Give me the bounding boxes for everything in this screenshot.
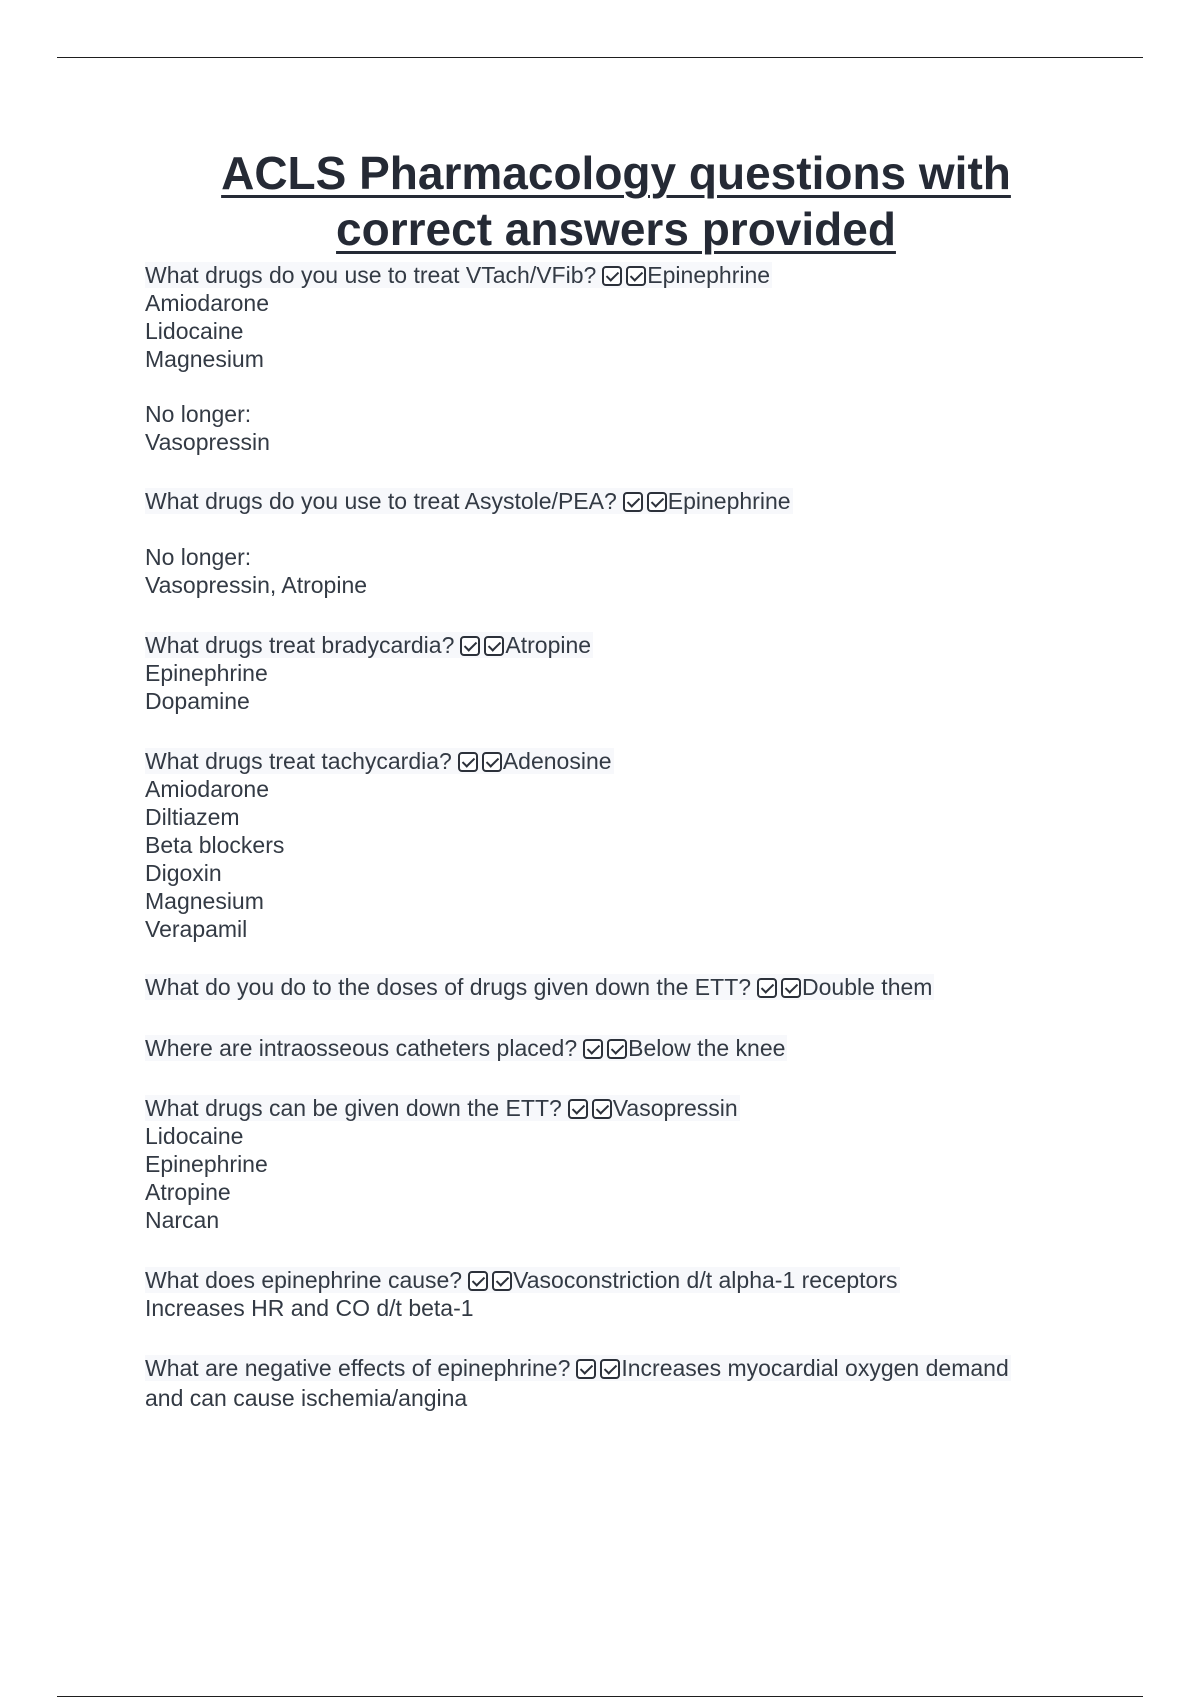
qa-block-tachycardia bbox=[145, 747, 1075, 943]
answer-line: Amiodarone bbox=[145, 776, 270, 802]
answer-text: Below the knee bbox=[628, 1035, 786, 1061]
qa-question-line bbox=[145, 1094, 1075, 1122]
checkbox-icon bbox=[647, 492, 667, 512]
answer-line: Increases HR and CO d/t beta-1 bbox=[145, 1295, 474, 1321]
checkbox-icon bbox=[623, 492, 643, 512]
checkbox-icon bbox=[607, 1039, 627, 1059]
answer-line: Beta blockers bbox=[145, 832, 285, 858]
note-label: No longer: bbox=[145, 544, 252, 570]
qa-block-epinephrine-negative-effects bbox=[145, 1353, 1075, 1413]
title-line-1: ACLS Pharmacology questions with bbox=[221, 147, 1011, 199]
qa-block-bradycardia bbox=[145, 631, 1075, 715]
answer-text: Epinephrine bbox=[667, 488, 791, 514]
answer-line: Magnesium bbox=[145, 346, 264, 372]
qa-block-ett-doses bbox=[145, 973, 1075, 1001]
checkbox-icon bbox=[600, 1359, 620, 1379]
qa-block-intraosseous bbox=[145, 1034, 1075, 1062]
checkbox-icon bbox=[626, 266, 646, 286]
qa-block-asystole-pea bbox=[145, 487, 1075, 515]
checkbox-icon bbox=[568, 1099, 588, 1119]
answer-line: and can cause ischemia/angina bbox=[145, 1385, 468, 1411]
answer-line: Amiodarone bbox=[145, 290, 270, 316]
answer-line: Digoxin bbox=[145, 860, 222, 886]
qa-question-line bbox=[145, 1034, 1075, 1062]
checkbox-icon bbox=[602, 266, 622, 286]
checkbox-icon bbox=[484, 636, 504, 656]
answer-line: Atropine bbox=[145, 1179, 231, 1205]
qa-question-line bbox=[145, 631, 1075, 659]
question-text: What do you do to the doses of drugs given down the ETT? bbox=[145, 974, 752, 1000]
question-text: What drugs do you use to treat VTach/VFib? bbox=[145, 262, 597, 288]
checkbox-icon bbox=[757, 978, 777, 998]
qa-block-vtach-vfib bbox=[145, 261, 1075, 373]
checkbox-icon bbox=[468, 1271, 488, 1291]
answer-line: Magnesium bbox=[145, 888, 264, 914]
answer-text: Atropine bbox=[505, 632, 592, 658]
qa-question-line bbox=[145, 973, 1075, 1001]
answer-line: Epinephrine bbox=[145, 660, 268, 686]
checkbox-icon bbox=[492, 1271, 512, 1291]
note-label: No longer: bbox=[145, 401, 252, 427]
footer-rule bbox=[57, 1696, 1143, 1697]
answer-line: Dopamine bbox=[145, 688, 250, 714]
question-text: What are negative effects of epinephrine? bbox=[145, 1355, 571, 1381]
qa-block-epinephrine-cause bbox=[145, 1266, 1075, 1322]
answer-text: Double them bbox=[802, 974, 933, 1000]
checkbox-icon bbox=[460, 636, 480, 656]
note-value: Vasopressin, Atropine bbox=[145, 572, 368, 598]
qa-question-line bbox=[145, 1266, 1075, 1294]
answer-text: Increases myocardial oxygen demand bbox=[621, 1355, 1009, 1381]
qa-question-line bbox=[145, 1353, 1075, 1383]
answer-line: Diltiazem bbox=[145, 804, 240, 830]
qa-question-line bbox=[145, 747, 1075, 775]
answer-line: Lidocaine bbox=[145, 1123, 244, 1149]
note-block bbox=[145, 543, 1075, 599]
checkbox-icon bbox=[592, 1099, 612, 1119]
answer-text: Vasoconstriction d/t alpha-1 receptors bbox=[513, 1267, 898, 1293]
answer-line: Epinephrine bbox=[145, 1151, 268, 1177]
question-text: Where are intraosseous catheters placed? bbox=[145, 1035, 578, 1061]
question-text: What drugs do you use to treat Asystole/PEA? bbox=[145, 488, 617, 514]
checkbox-icon bbox=[482, 752, 502, 772]
answer-text: Vasopressin bbox=[612, 1095, 738, 1121]
checkbox-icon bbox=[576, 1359, 596, 1379]
qa-question-line bbox=[145, 261, 1075, 289]
answer-line: Lidocaine bbox=[145, 318, 244, 344]
qa-block-ett-drugs bbox=[145, 1094, 1075, 1234]
qa-question-line bbox=[145, 487, 1075, 515]
note-value: Vasopressin bbox=[145, 429, 270, 455]
question-text: What drugs treat bradycardia? bbox=[145, 632, 455, 658]
answer-text: Adenosine bbox=[502, 748, 612, 774]
note-block bbox=[145, 400, 1075, 456]
question-text: What does epinephrine cause? bbox=[145, 1267, 463, 1293]
answer-text: Epinephrine bbox=[647, 262, 771, 288]
question-text: What drugs can be given down the ETT? bbox=[145, 1095, 562, 1121]
answer-line: Verapamil bbox=[145, 916, 248, 942]
title-line-2: correct answers provided bbox=[336, 203, 896, 255]
document-title bbox=[0, 145, 1200, 257]
header-rule bbox=[57, 57, 1143, 58]
checkbox-icon bbox=[458, 752, 478, 772]
answer-line: Narcan bbox=[145, 1207, 220, 1233]
question-text: What drugs treat tachycardia? bbox=[145, 748, 452, 774]
checkbox-icon bbox=[583, 1039, 603, 1059]
checkbox-icon bbox=[781, 978, 801, 998]
